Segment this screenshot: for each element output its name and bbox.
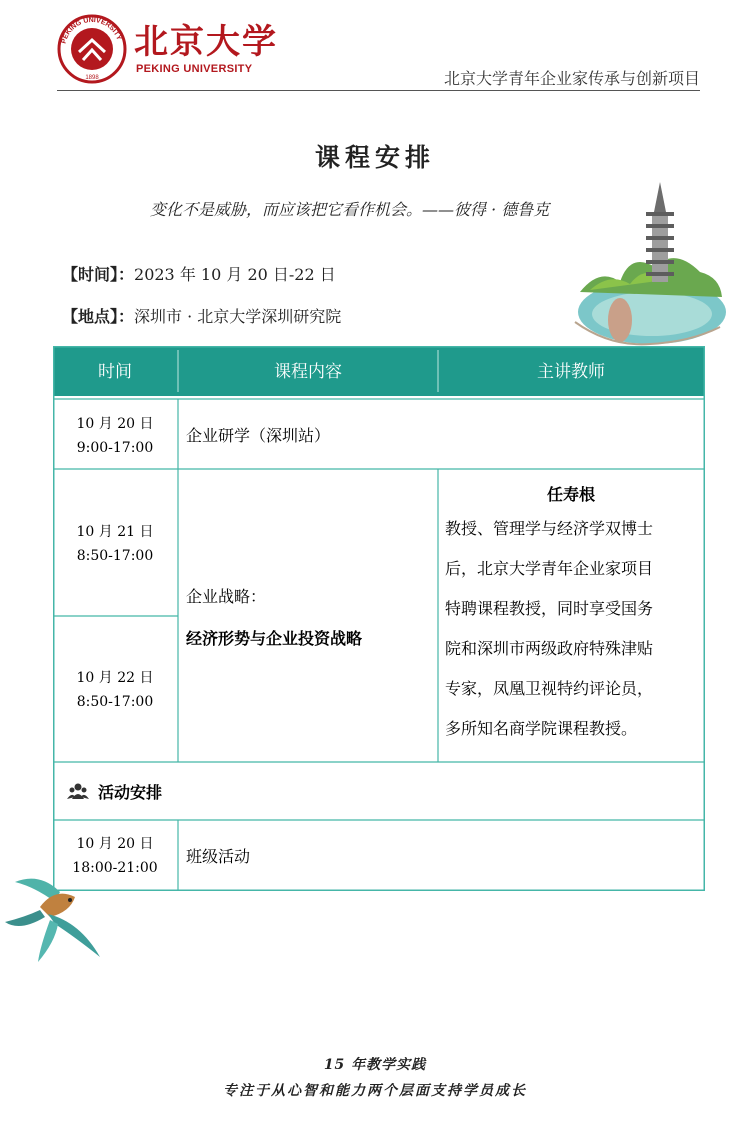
table-header-band xyxy=(53,346,705,396)
people-group-icon xyxy=(67,784,89,800)
row2-date: 10 月 21 日 xyxy=(76,524,154,540)
teacher-bio-line: 专家，凤凰卫视特约评论员， xyxy=(445,679,654,698)
activity-time: 18:00-21:00 xyxy=(72,860,158,876)
university-name-cn: 北京大学 xyxy=(134,22,278,62)
info-place-label: 【地点】： xyxy=(62,307,135,326)
row1-time: 9:00-17:00 xyxy=(76,440,154,456)
footer-line-2: 专注于从心智和能力两个层面支持学员成长 xyxy=(223,1083,527,1099)
row3-time: 8:50-17:00 xyxy=(76,694,154,710)
header-divider xyxy=(57,90,700,91)
info-time xyxy=(62,262,336,285)
teacher-bio-line: 多所知名商学院课程教授。 xyxy=(445,719,638,738)
teacher-bio-line: 院和深圳市两级政府特殊津贴 xyxy=(445,639,654,658)
schedule-table xyxy=(53,346,705,891)
info-time-value: 2023 年 10 月 20 日-22 日 xyxy=(134,265,336,284)
program-name: 北京大学青年企业家传承与创新项目 xyxy=(443,69,700,88)
footer-line-1: 15 年教学实践 xyxy=(323,1057,427,1073)
info-place-value: 深圳市 · 北京大学深圳研究院 xyxy=(134,307,342,326)
th-teacher: 主讲教师 xyxy=(537,362,605,382)
logo-year: 1898 xyxy=(85,75,99,81)
activity-content: 班级活动 xyxy=(186,847,251,866)
course-topic-title: 经济形势与企业投资战略 xyxy=(186,629,363,648)
info-place xyxy=(62,304,341,327)
activity-header: 活动安排 xyxy=(98,783,163,802)
info-time-label: 【时间】： xyxy=(62,265,135,284)
university-name-en: PEKING UNIVERSITY xyxy=(136,63,253,75)
teacher-bio-line: 特聘课程教授，同时享受国务 xyxy=(445,599,654,618)
peking-university-logo-icon xyxy=(57,14,127,84)
teacher-bio-line: 后，北京大学青年企业家项目 xyxy=(445,559,654,578)
course-topic-label: 企业战略： xyxy=(186,587,267,606)
page-title: 课程安排 xyxy=(314,143,435,172)
th-content: 课程内容 xyxy=(274,362,342,382)
swallow-bird-illustration xyxy=(0,862,105,967)
row2-time: 8:50-17:00 xyxy=(76,548,154,564)
activity-date: 10 月 20 日 xyxy=(76,836,154,852)
row1-date: 10 月 20 日 xyxy=(76,416,154,432)
pagoda-lake-illustration xyxy=(570,172,728,357)
logo-ring-text: PEKING UNIVERSITY xyxy=(60,16,123,45)
teacher-name: 任寿根 xyxy=(546,485,596,504)
th-time: 时间 xyxy=(98,362,132,382)
teacher-bio-line: 教授、管理学与经济学双博士 xyxy=(445,519,654,538)
row1-content: 企业研学（深圳站） xyxy=(186,426,331,445)
row3-date: 10 月 22 日 xyxy=(76,670,154,686)
quote: 变化不是威胁，而应该把它看作机会。——彼得 · 德鲁克 xyxy=(150,200,550,219)
